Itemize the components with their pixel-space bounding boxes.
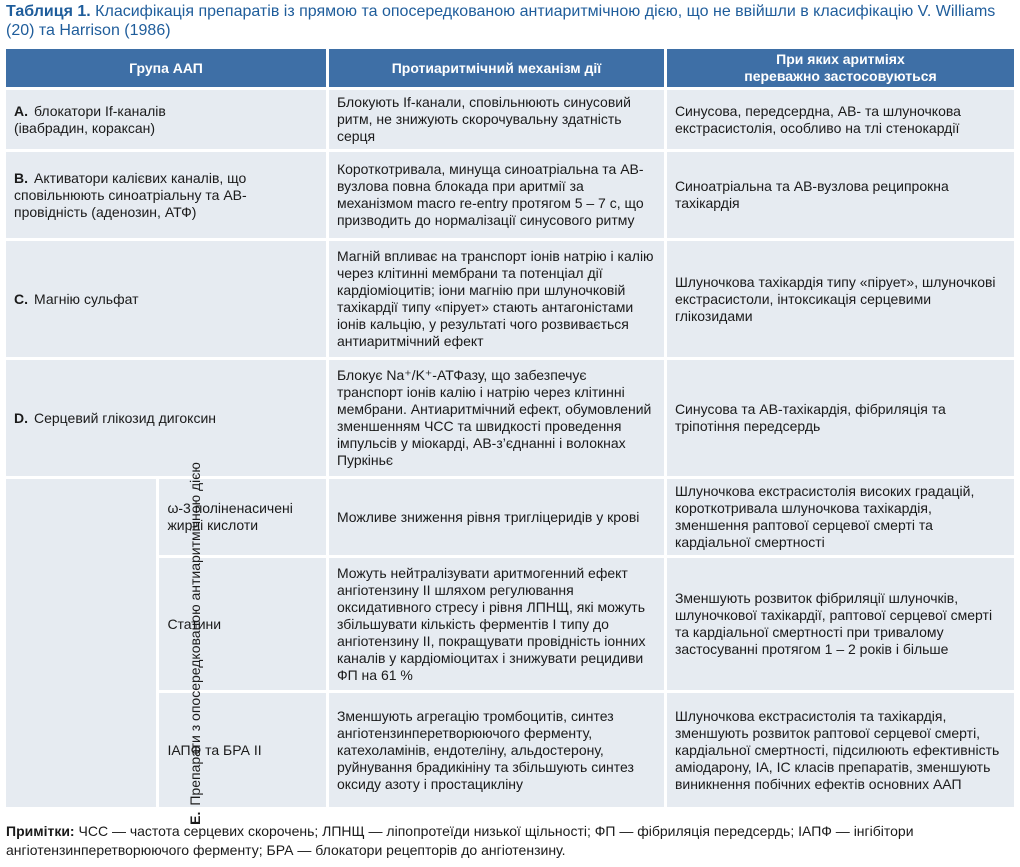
table-row	[6, 90, 1014, 149]
mechanism-cell: Короткотривала, минуща синоатріальна та АВ-вузлова повна блокада при аритмії за механізмом macro re-entry протягом 5 – 7 с, що призводить до нормалізації синусового ритму	[329, 152, 664, 238]
mechanism-cell: Магній впливає на транспорт іонів натрію і калію через клітинні мембрани та потенціал дії кардіоміоцитів; іони магнію при шлуночковій тахікардії типу «пірует» стають антагоністами іонів кальцію, у результаті чого розвивається антиаритмічний ефект	[329, 241, 664, 357]
indications-cell: Зменшують розвиток фібриляції шлуночків, шлуночкової тахікардії, раптової серцевої смерті та кардіальної смертності при тривалому застосуванні протягом 1 – 2 років і більше	[667, 558, 1014, 690]
table-notes	[6, 822, 1016, 860]
group-cell	[6, 90, 326, 149]
indications-cell: Синусова, передсердна, АВ- та шлуночкова екстрасистолія, особливо на тлі стенокардії	[667, 90, 1014, 149]
subgroup-cell: Статини	[159, 558, 326, 690]
group-e-name: Препарати з опосередкованою антиаритмічною дією	[186, 461, 203, 806]
indications-cell: Шлуночкова тахікардія типу «пірует», шлуночкові екстрасистоли, інтоксикація серцевими глікозидами	[667, 241, 1014, 357]
header-indications: При яких аритміях переважно застосовуються	[667, 49, 1014, 87]
subgroup-cell: ω-3 поліненасичені жирні кислоти	[159, 479, 326, 555]
group-letter: A.	[14, 102, 28, 119]
indications-cell: Синусова та АВ-тахікардія, фібриляція та тріпотіння передсердь	[667, 360, 1014, 476]
mechanism-cell: Можливе зниження рівня тригліцеридів у крові	[329, 479, 664, 555]
indications-cell: Шлуночкова екстрасистолія та тахікардія, зменшують розвиток раптової серцевої смерті, кардіальної смертності, підсилюють ефективність аміодарону, IA, IC класів препаратів, зменшують виникнення побічних ефектів основних ААП	[667, 693, 1014, 807]
group-letter: E.	[186, 811, 203, 825]
table-header-row	[6, 49, 1014, 87]
mechanism-cell: Блокують If-канали, сповільнюють синусовий ритм, не знижують скорочувальну здатність серця	[329, 90, 664, 149]
indications-cell: Шлуночкова екстрасистолія високих градацій, короткотривала шлуночкова тахікардія, зменшення раптової серцевої смерті та кардіальної смертності	[667, 479, 1014, 555]
table-row	[6, 152, 1014, 238]
indications-cell: Синоатріальна та АВ-вузлова реципрокна тахікардія	[667, 152, 1014, 238]
table-row	[6, 558, 1014, 690]
classification-table	[3, 46, 1017, 825]
notes-label: Примітки:	[6, 823, 75, 839]
table-title-text: Класифікація препаратів із прямою та опосередкованою антиаритмічною дією, що не ввійшли в класифікацію V. Williams (20) та Harrison (1986)	[6, 3, 996, 39]
group-name: Серцевий глікозид дигоксин	[34, 409, 216, 426]
group-cell	[6, 152, 326, 238]
group-letter: D.	[14, 409, 28, 426]
group-name: Активатори калієвих каналів, що сповільнюють синоатріальну та АВ-провідність (аденозин, АТФ)	[14, 169, 247, 220]
table-row	[6, 479, 1014, 555]
mechanism-cell: Зменшують агрегацію тромбоцитів, синтез ангіотензинперетворюючого ферменту, катехоламінів, ендотеліну, альдостерону, руйнування брадикініну та збільшують синтез оксиду азоту і простацикліну	[329, 693, 664, 807]
group-letter: C.	[14, 290, 28, 307]
group-letter: B.	[14, 169, 28, 186]
group-cell	[6, 241, 326, 357]
group-name: блокатори If-каналів (івабрадин, кораксан)	[14, 102, 166, 136]
header-group: Група ААП	[6, 49, 326, 87]
table-row	[6, 241, 1014, 357]
mechanism-cell: Блокує Na⁺/K⁺-АТФазу, що забезпечує транспорт іонів калію і натрію через клітинні мембрани. Антиаритмічний ефект, обумовлений зменшенням ЧСС та швидкості проведення імпульсів у міокарді, АВ-з’єднанні і волокнах Пуркіньє	[329, 360, 664, 476]
group-e-vertical-label	[187, 462, 204, 825]
group-name: Магнію сульфат	[34, 290, 139, 307]
notes-text: ЧСС — частота серцевих скорочень; ЛПНЩ — ліпопротеїди низької щільності; ФП — фібриляція передсердь; ІАПФ — інгібітори ангіотензинперетворюючого ферменту; БРА — блокатори рецепторів до ангіотензину.	[6, 823, 914, 858]
mechanism-cell: Можуть нейтралізувати аритмогенний ефект ангіотензину II шляхом регулювання оксидативного стресу і рівня ЛПНЩ, які можуть збільшувати кількість ферментів I типу до ангіотензину II, покращувати провідність іонних каналів у кардіоміоцитах і знижувати рецидиви ФП на 61 %	[329, 558, 664, 690]
subgroup-cell: ІАПФ та БРА II	[159, 693, 326, 807]
table-row	[6, 360, 1014, 476]
table-title	[6, 2, 1016, 40]
header-mechanism: Протиаритмічний механізм дії	[329, 49, 664, 87]
table-title-label: Таблиця 1.	[6, 3, 91, 20]
table-row	[6, 693, 1014, 807]
group-cell	[6, 360, 326, 476]
